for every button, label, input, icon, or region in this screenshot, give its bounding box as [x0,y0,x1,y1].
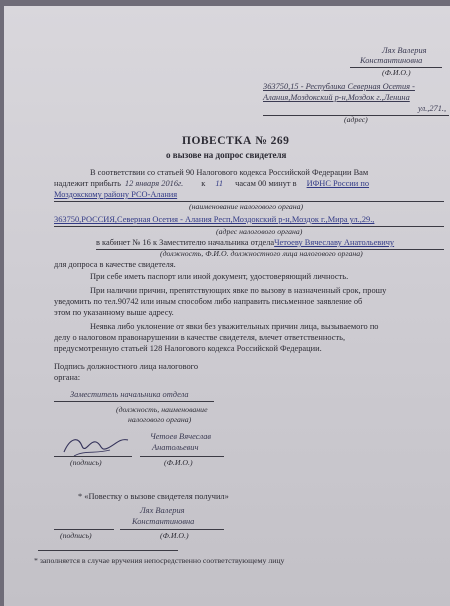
sign-label-2: органа: [54,373,81,382]
addressee-address-3: ул.,271., [418,104,447,113]
fio-caption-top: (Ф.И.О.) [382,68,411,77]
fio-caption-official: (Ф.И.О.) [164,458,193,467]
organ-caption: (наименование налогового органа) [189,202,304,211]
official-position: Заместитель начальника отдела [70,390,189,399]
official-caption: (должность, Ф.И.О. должностного лица налогового органа) [160,249,363,258]
body-line-2: надлежит прибыть 12 января 2016г. к 11 часам 00 минут в ИФНС России по [54,179,370,188]
reasons-line-3: этом по указанному выше адресу. [54,308,174,317]
organ-line-2: Моздокскому району РСО-Алания [54,190,178,199]
addressee-name-1: Лях Валерия [382,46,427,55]
addressee-name-2: Константиновна [360,56,423,65]
summons-document [4,6,450,606]
evasion-line-3: предусмотренную статьей 128 Налогового кодекса Российской Федерации. [54,344,322,353]
official-name-1: Четоев Вячеслав [150,432,212,441]
evasion-line-1: Неявка либо уклонение от явки без уважительных причин лица, вызываемого по [90,322,379,331]
position-caption-2: налогового органа) [128,415,192,424]
reasons-line-1: При наличии причин, препятствующих явке по вызову в назначенный срок, прошу [90,286,387,295]
address-caption-top: (адрес) [344,115,368,124]
doc-title: ПОВЕСТКА № 269 [182,135,290,147]
receipt-name-2: Константиновна [132,517,195,526]
evasion-line-2: делу о налоговом правонарушении в качестве свидетеля, влечет ответственность, [54,333,346,342]
doc-subtitle: о вызове на допрос свидетеля [166,150,287,160]
receipt-name-1: Лях Валерия [140,506,185,515]
official-name-2: Анатольевич [152,443,199,452]
sign-caption: (подпись) [70,458,102,467]
receipt-label: * «Повестку о вызове свидетеля получил» [78,492,229,501]
body-line-1: В соответствии со статьей 90 Налогового кодекса Российской Федерации Вам [90,168,369,177]
reasons-line-2: уведомить по тел.90742 или иным способом либо направить письменное заявление об [54,297,363,306]
body-line-purpose: для допроса в качестве свидетеля. [54,260,176,269]
receipt-fio-caption: (Ф.И.О.) [160,531,189,540]
footnote: * заполняется в случае вручения непосредственно соответствующему лицу [34,556,285,565]
organ-address: 363750,РОССИЯ,Северная Осетия - Алания Респ,Моздокский р-н,Моздок г.,Мира ул.,29., [54,215,375,224]
addressee-address-1: 363750,15 - Республика Северная Осетия - [263,82,415,91]
receipt-sign-caption: (подпись) [60,531,92,540]
position-caption-1: (должность, наименование [116,405,208,414]
cabinet-line: в кабинет № 16 к Заместителю начальника отделаЧетоеву Вячеславу Анатольевичу [96,238,395,247]
passport-line: При себе иметь паспорт или иной документ, удостоверяющий личность. [90,272,349,281]
sign-label-1: Подпись должностного лица налогового [54,362,199,371]
organ-address-caption: (адрес налогового органа) [216,227,303,236]
addressee-address-2: Алания,Моздокский р-н,Моздок г.,Ленина [263,93,410,102]
